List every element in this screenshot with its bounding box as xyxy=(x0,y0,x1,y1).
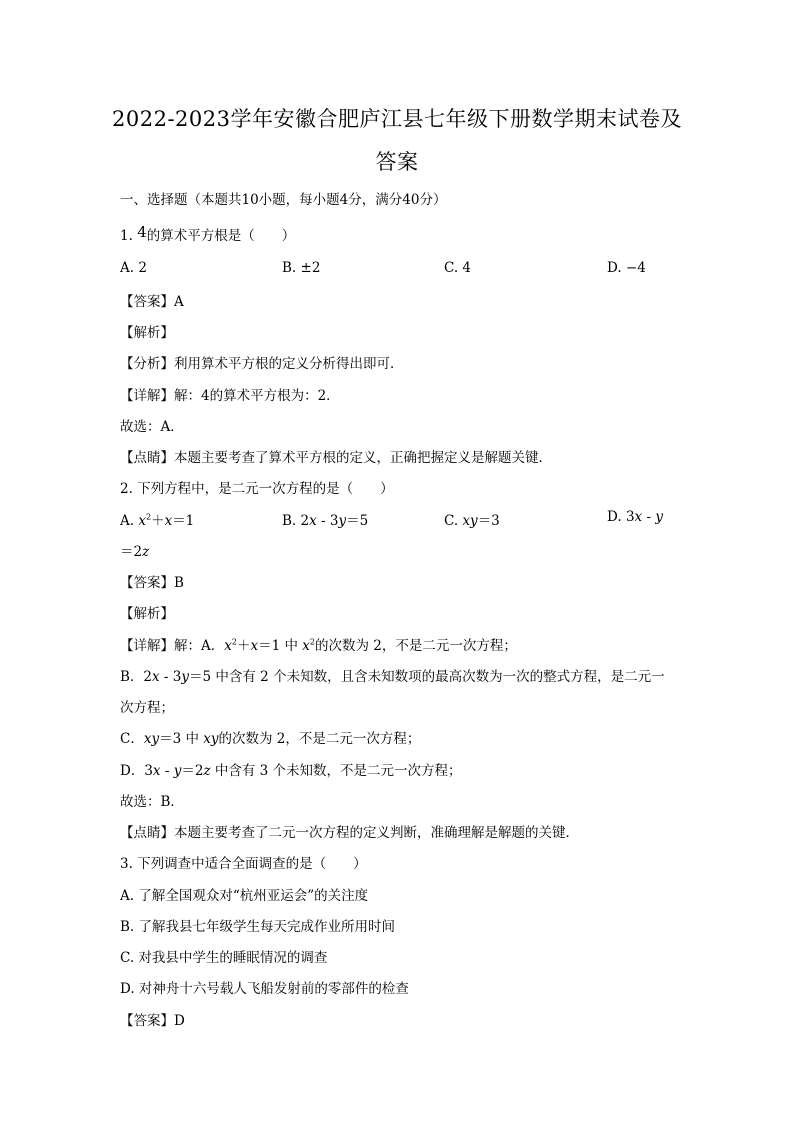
q1-stem-text: 的算术平方根是（ ） xyxy=(146,228,296,244)
q2-detail-b: B．2x - 3y＝5 中含有 2 个未知数，且含未知数项的最高次数为一次的整式方程，是二元一 xyxy=(120,669,665,685)
q2-detail-d: D．3x - y＝2z 中含有 3 个未知数，不是二元一次方程； xyxy=(120,763,462,779)
q2-option-d: D. 3x - y xyxy=(607,509,663,525)
q1-choice: 故选：A． xyxy=(120,419,184,435)
q1-analysis-heading: 【解析】 xyxy=(120,325,174,341)
q1-detail: 【详解】解：4的算术平方根为：2． xyxy=(120,388,340,404)
q1-comment: 【点睛】本题主要考查了算术平方根的定义，正确把握定义是解题关键． xyxy=(120,450,552,466)
q1-option-b: B. ±2 xyxy=(282,260,321,276)
q2-detail-b-continued: 次方程； xyxy=(120,700,174,716)
section-heading: 一、选择题（本题共10小题，每小题4分，满分40分） xyxy=(120,192,447,208)
q1-option-c: C. 4 xyxy=(444,260,472,276)
q1-answer: 【答案】A xyxy=(120,294,184,310)
q3-option-d: D. 对神舟十六号载人飞船发射前的零部件的检查 xyxy=(120,981,409,997)
document-title-line1: 2022-2023学年安徽合肥庐江县七年级下册数学期末试卷及 xyxy=(112,107,682,131)
q3-answer: 【答案】D xyxy=(120,1013,185,1029)
document-title-line2: 答案 xyxy=(375,150,419,174)
q2-option-c: C. xy＝3 xyxy=(444,513,500,529)
q2-comment: 【点睛】本题主要考查了二元一次方程的定义判断，准确理解是解题的关键． xyxy=(120,825,579,841)
q3-option-b: B. 了解我县七年级学生每天完成作业所用时间 xyxy=(120,919,396,935)
q3-option-a: A. 了解全国观众对“杭州亚运会”的关注度 xyxy=(120,888,369,904)
q3-stem: 3. 下列调查中适合全面调查的是（ ） xyxy=(120,856,367,872)
q1-analysis: 【分析】利用算术平方根的定义分析得出即可． xyxy=(120,356,404,372)
q2-detail-c: C．xy＝3 中 xy的次数为 2，不是二元一次方程； xyxy=(120,731,421,747)
q2-analysis-heading: 【解析】 xyxy=(120,606,174,622)
q3-option-c: C. 对我县中学生的睡眠情况的调查 xyxy=(120,950,328,966)
q2-choice: 故选：B． xyxy=(120,794,184,810)
q2-option-d-continued: ＝2z xyxy=(120,544,150,560)
q1-option-d: D. −4 xyxy=(607,260,646,276)
q1-stem xyxy=(120,224,295,244)
q2-answer: 【答案】B xyxy=(120,575,184,591)
q2-option-a: A. $x^2+x=1$ xyxy=(120,512,195,529)
q1-option-a: A. 2 xyxy=(120,260,147,276)
q2-stem: 2. 下列方程中，是二元一次方程的是（ ） xyxy=(120,481,394,497)
q1-value: 4 xyxy=(137,223,147,241)
q1-number: 1. xyxy=(120,228,133,244)
q2-option-b: B. 2x - 3y＝5 xyxy=(282,513,369,529)
q2-detail-a: 【详解】解：A．$x^2+x=1$ 中 $x^2$的次数为 2，不是二元一次方程； xyxy=(120,637,517,654)
